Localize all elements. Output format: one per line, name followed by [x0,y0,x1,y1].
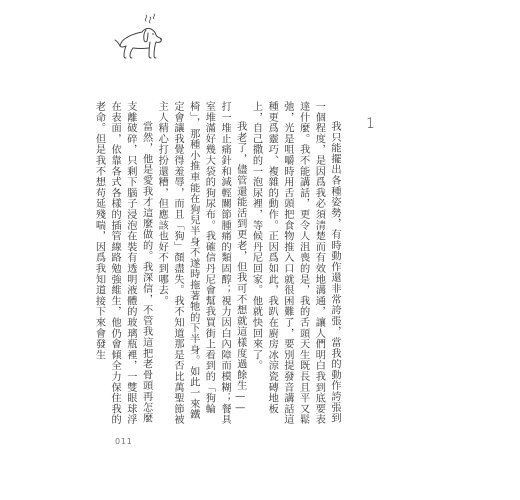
paragraph: 我老了，儘管還能活到更老，但我可不想就這樣度過餘生——打一堆止痛針和減輕關節腫痛的類固醇；視力因白內障而模糊；餐具室堆滿好幾大袋的狗尿布。我確信丹尼會幫我買街上看到的「狗輪椅」，那種小推車能在狗兒半身不遂時拖著牠的下半身。如此一來鐵定會讓我覺得羞辱，而且「狗」顏盡失。我不知道那是否比萬聖節被主人精心打扮還糟，但應該也好不到哪去。 [156,101,246,425]
chapter-number: 1 [366,116,375,132]
paragraph: 當然，他是愛我才這麼做的。我深信，不管我這把老骨頭再怎麼支離破碎，只剩下腦子浸泡在裝有透明液體的玻璃瓶裡，一雙眼球浮在表面，依靠各式各樣的插管線路勉強維生，他仍會傾全力保住我的老命。但是我不想苟延殘喘，因爲我知道接下來會發生 [93,101,152,425]
page-number: 011 [115,437,133,446]
sleeping-dog-icon [112,12,168,62]
body-text [90,101,342,425]
paragraph: 我只能擺出各種姿勢，有時動作還非常誇張，當我的動作誇張到一個程度，是因爲我必須清楚而有效地溝通，讓人們明白我到底要表達什麼。我不能講話，更令人沮喪的是，我的舌頭天生既長且平又鬆弛，光是咀嚼時用舌頭把食物推入口就很困難了，要別提發音講話這種更爲靈巧、複雜的動作。正因爲如此，我趴在廚房冰涼瓷磚地板上，自己撒的一泡尿裡，等候丹尼回家。他就快回來了。 [250,101,340,425]
